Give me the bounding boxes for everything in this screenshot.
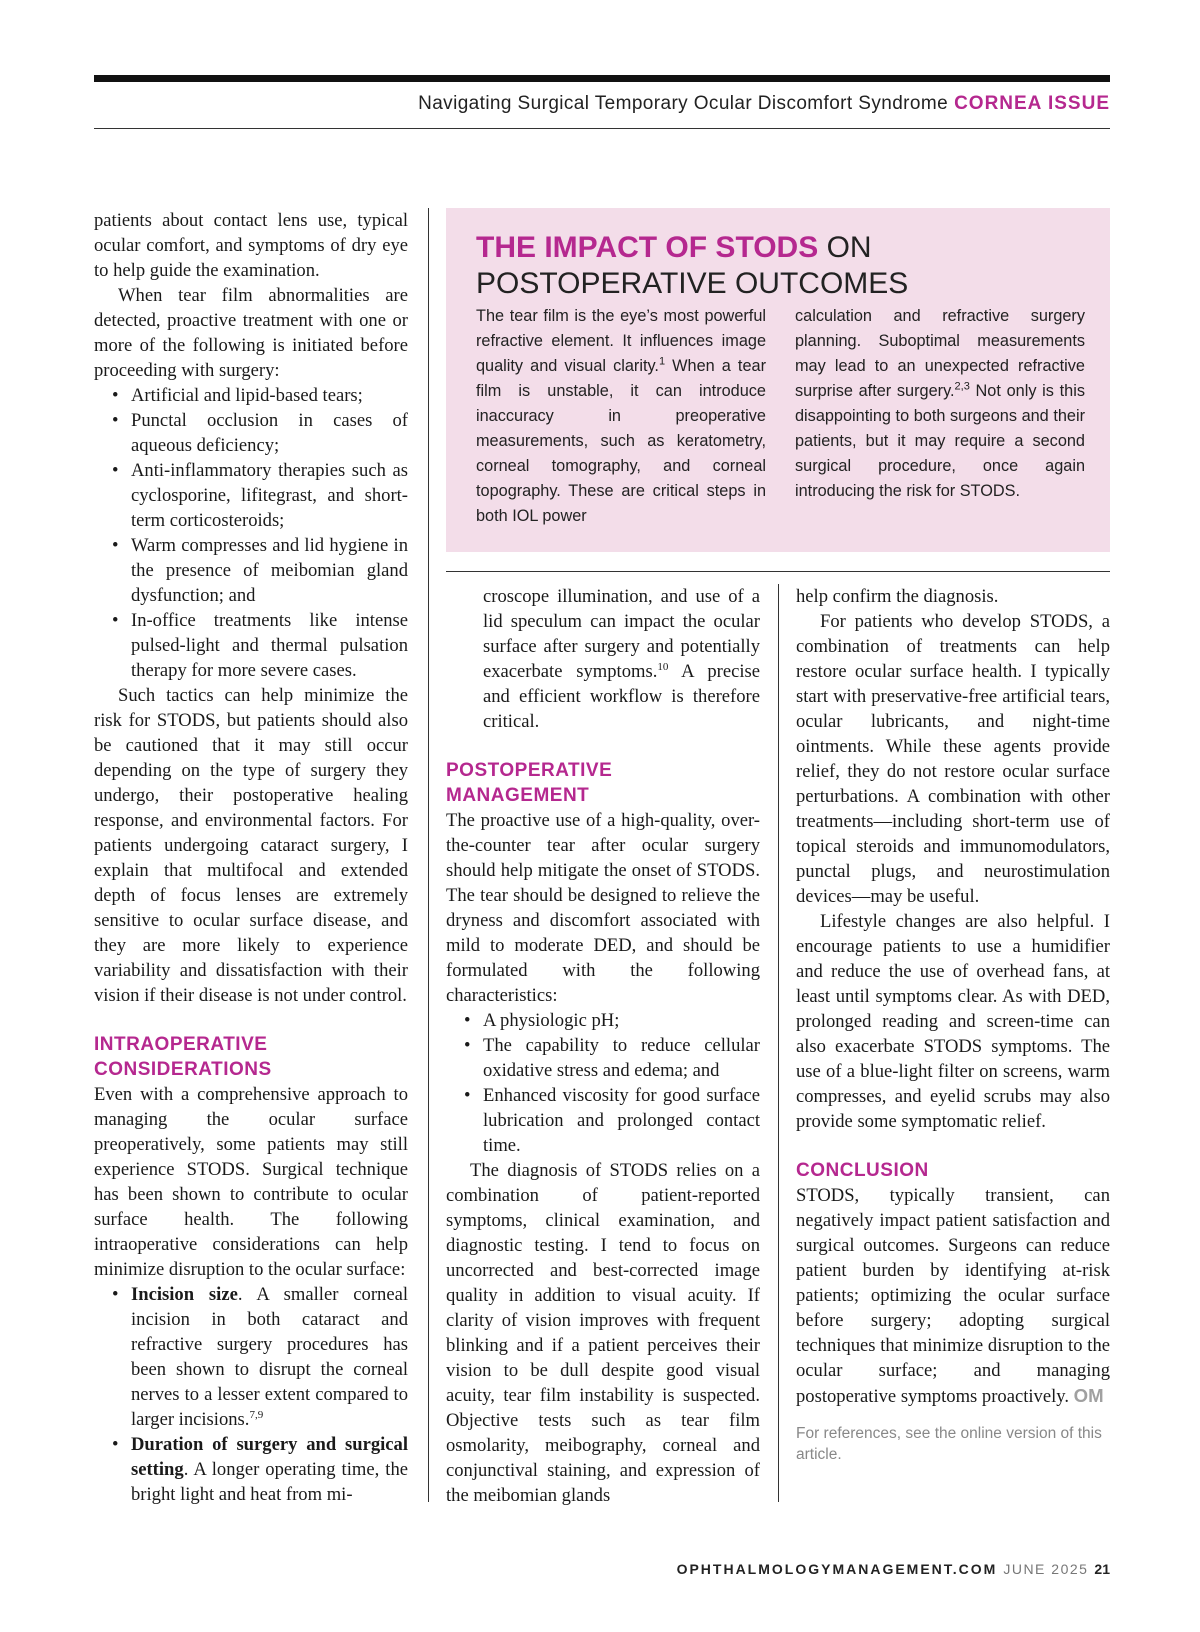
sidebar-text: The tear film is the eye’s most powerful refractive element. It influences image quality and visual clarity.	[476, 307, 766, 375]
left-column	[94, 208, 408, 1507]
paragraph: patients about contact lens use, typical ocular comfort, and symptoms of dry eye to help guide the examination.	[94, 210, 408, 281]
subhead-conclusion: CONCLUSION	[796, 1160, 929, 1181]
list-item: • A physiologic pH;	[483, 1008, 760, 1033]
running-header	[94, 93, 1110, 115]
footer-date: JUNE 2025	[1003, 1561, 1089, 1577]
list-item: • Enhanced viscosity for good surface lubrication and prolonged contact time.	[483, 1083, 760, 1158]
end-mark: OM	[1073, 1385, 1104, 1406]
paragraph: When tear film abnormalities are detected, proactive treatment with one or more of the following is initiated before proceeding with surgery:	[94, 285, 408, 381]
paragraph: Such tactics can help minimize the risk for STODS, but patients should also be cautioned that it may still occur depending on the type of surgery they undergo, their postoperative healing response, and environmental factors. For patients undergoing cataract surgery, I explain that multifocal and extended depth of focus lenses are extremely sensitive to ocular surface disease, and they are more likely to experience variability and dissatisfaction with their vision if their disease is not under control.	[94, 685, 408, 1006]
sidebar-text: Not only is this disappointing to both surgeons and their patients, but it may require a second surgical procedure, once again introducing the risk for STODS.	[795, 382, 1085, 500]
paragraph	[796, 1183, 1110, 1409]
right-column	[796, 584, 1110, 1465]
subhead-line: CONSIDERATIONS	[94, 1059, 272, 1080]
bullet-list	[94, 1282, 408, 1507]
references-note: For references, see the online version of this article.	[796, 1425, 1102, 1463]
sidebar-column	[476, 304, 766, 529]
sidebar-text: When a tear film is unstable, it can introduce inaccuracy in preoperative measurements, such as keratometry, corneal tomography, and corneal topography. These are critical steps in both IOL power	[476, 357, 766, 525]
paragraph: Lifestyle changes are also helpful. I encourage patients to use a humidifier and reduce the use of overhead fans, at least until symptoms clear. As with DED, prolonged reading and screen-time can also exacerbate STODS symptoms. The use of a blue-light filter on screens, warm compresses, and eyelid scrubs may also provide some symptomatic relief.	[796, 911, 1110, 1132]
list-item: • In-office treatments like intense pulsed-light and thermal pulsation therapy for more severe cases.	[131, 608, 408, 683]
subhead-line: MANAGEMENT	[446, 785, 590, 806]
sidebar-title-text: ON	[818, 231, 872, 264]
reference-mark: 2,3	[954, 380, 970, 393]
reference-mark: 7,9	[249, 1408, 264, 1421]
paragraph: help confirm the diagnosis.	[796, 586, 999, 607]
header-rule	[94, 128, 1110, 129]
bullet-list	[94, 383, 408, 683]
sidebar-title	[476, 230, 1086, 302]
paragraph	[446, 584, 760, 734]
running-title: Navigating Surgical Temporary Ocular Discomfort Syndrome	[418, 93, 949, 114]
list-item: • Anti-inflammatory therapies such as cyclosporine, lifitegrast, and short-term corticosteroids;	[131, 458, 408, 533]
bullet-label: Incision size	[131, 1284, 238, 1305]
column-rule	[428, 208, 429, 1502]
paragraph: The diagnosis of STODS relies on a combination of patient-reported symptoms, clinical examination, and diagnostic testing. I tend to focus on uncorrected and best-corrected image quality in addition to visual acuity. If clarity of vision improves with frequent blinking and if a patient perceives their vision to be dull despite good visual acuity, tear film instability is suspected. Objective tests such as tear film osmolarity, meibography, corneal and conjunctival staining, and expression of the meibomian glands	[446, 1160, 760, 1506]
subhead-intraoperative	[94, 1032, 408, 1082]
bullet-label: Duration of surgery and surgical setting	[131, 1434, 408, 1480]
sidebar-text: calculation and refractive surgery planning. Suboptimal measurements may lead to an unexpected refractive surprise after surgery.	[795, 307, 1085, 400]
subhead-line: POSTOPERATIVE	[446, 760, 613, 781]
list-item	[131, 1282, 408, 1432]
paragraph: Even with a comprehensive approach to managing the ocular surface preoperatively, some patients may still experience STODS. Surgical technique has been shown to contribute to ocular surface health. The following intraoperative considerations can help minimize disruption to the ocular surface:	[94, 1084, 408, 1280]
sidebar-rule	[446, 571, 1110, 572]
bullet-continuation: A precise and efficient workflow is therefore critical.	[483, 661, 760, 732]
sidebar-title-accent: THE IMPACT OF STODS	[476, 231, 819, 264]
list-item: • Warm compresses and lid hygiene in the presence of meibomian gland dysfunction; and	[131, 533, 408, 608]
sidebar-column	[795, 304, 1085, 504]
bullet-continuation: croscope illumination, and use of a lid speculum can impact the ocular surface after surgery and potentially exacerbate symptoms.	[483, 586, 760, 682]
top-rule	[94, 75, 1110, 82]
list-item	[131, 1432, 408, 1507]
list-item: • Artificial and lipid-based tears;	[131, 383, 408, 408]
bullet-list	[446, 1008, 760, 1158]
paragraph: The proactive use of a high-quality, over-the-counter tear after ocular surgery should help mitigate the onset of STODS. The tear should be designed to relieve the dryness and discomfort associated with mild to moderate DED, and should be formulated with the following characteristics:	[446, 810, 760, 1006]
sidebar-box	[446, 208, 1110, 552]
subhead-line: INTRAOPERATIVE	[94, 1034, 268, 1055]
column-rule	[778, 584, 779, 1502]
page-number: 21	[1094, 1561, 1110, 1577]
sidebar-title-text: POSTOPERATIVE OUTCOMES	[476, 267, 909, 300]
list-item: • The capability to reduce cellular oxidative stress and edema; and	[483, 1033, 760, 1083]
middle-column	[446, 584, 760, 1508]
issue-label: CORNEA ISSUE	[954, 93, 1110, 114]
reference-mark: 1	[658, 355, 666, 368]
bullet-text: . A longer operating time, the bright light and heat from mi-	[131, 1459, 408, 1505]
list-item: • Punctal occlusion in cases of aqueous deficiency;	[131, 408, 408, 458]
bullet-text: . A smaller corneal incision in both cataract and refractive surgery procedures has been shown to disrupt the corneal nerves to a lesser extent compared to larger incisions.	[131, 1284, 408, 1430]
conclusion-text: STODS, typically transient, can negatively impact patient satisfaction and surgical outcomes. Surgeons can reduce patient burden by identifying at-risk patients; optimizing the ocular surface before surgery; adopting surgical techniques that minimize disruption to the ocular surface; and managing postoperative symptoms proactively.	[796, 1185, 1110, 1407]
paragraph: For patients who develop STODS, a combination of treatments can help restore ocular surface health. I typically start with preservative-free artificial tears, ocular lubricants, and night-time ointments. While these agents provide relief, they do not restore ocular surface perturbations. A combination with other treatments—including short-term use of topical steroids and immunomodulators, punctal plugs, and neurostimulation devices—may be useful.	[796, 611, 1110, 907]
subhead-postoperative	[446, 758, 760, 808]
reference-mark: 10	[657, 660, 669, 673]
page-footer	[94, 1561, 1110, 1577]
footer-site: OPHTHALMOLOGYMANAGEMENT.COM	[676, 1561, 998, 1577]
